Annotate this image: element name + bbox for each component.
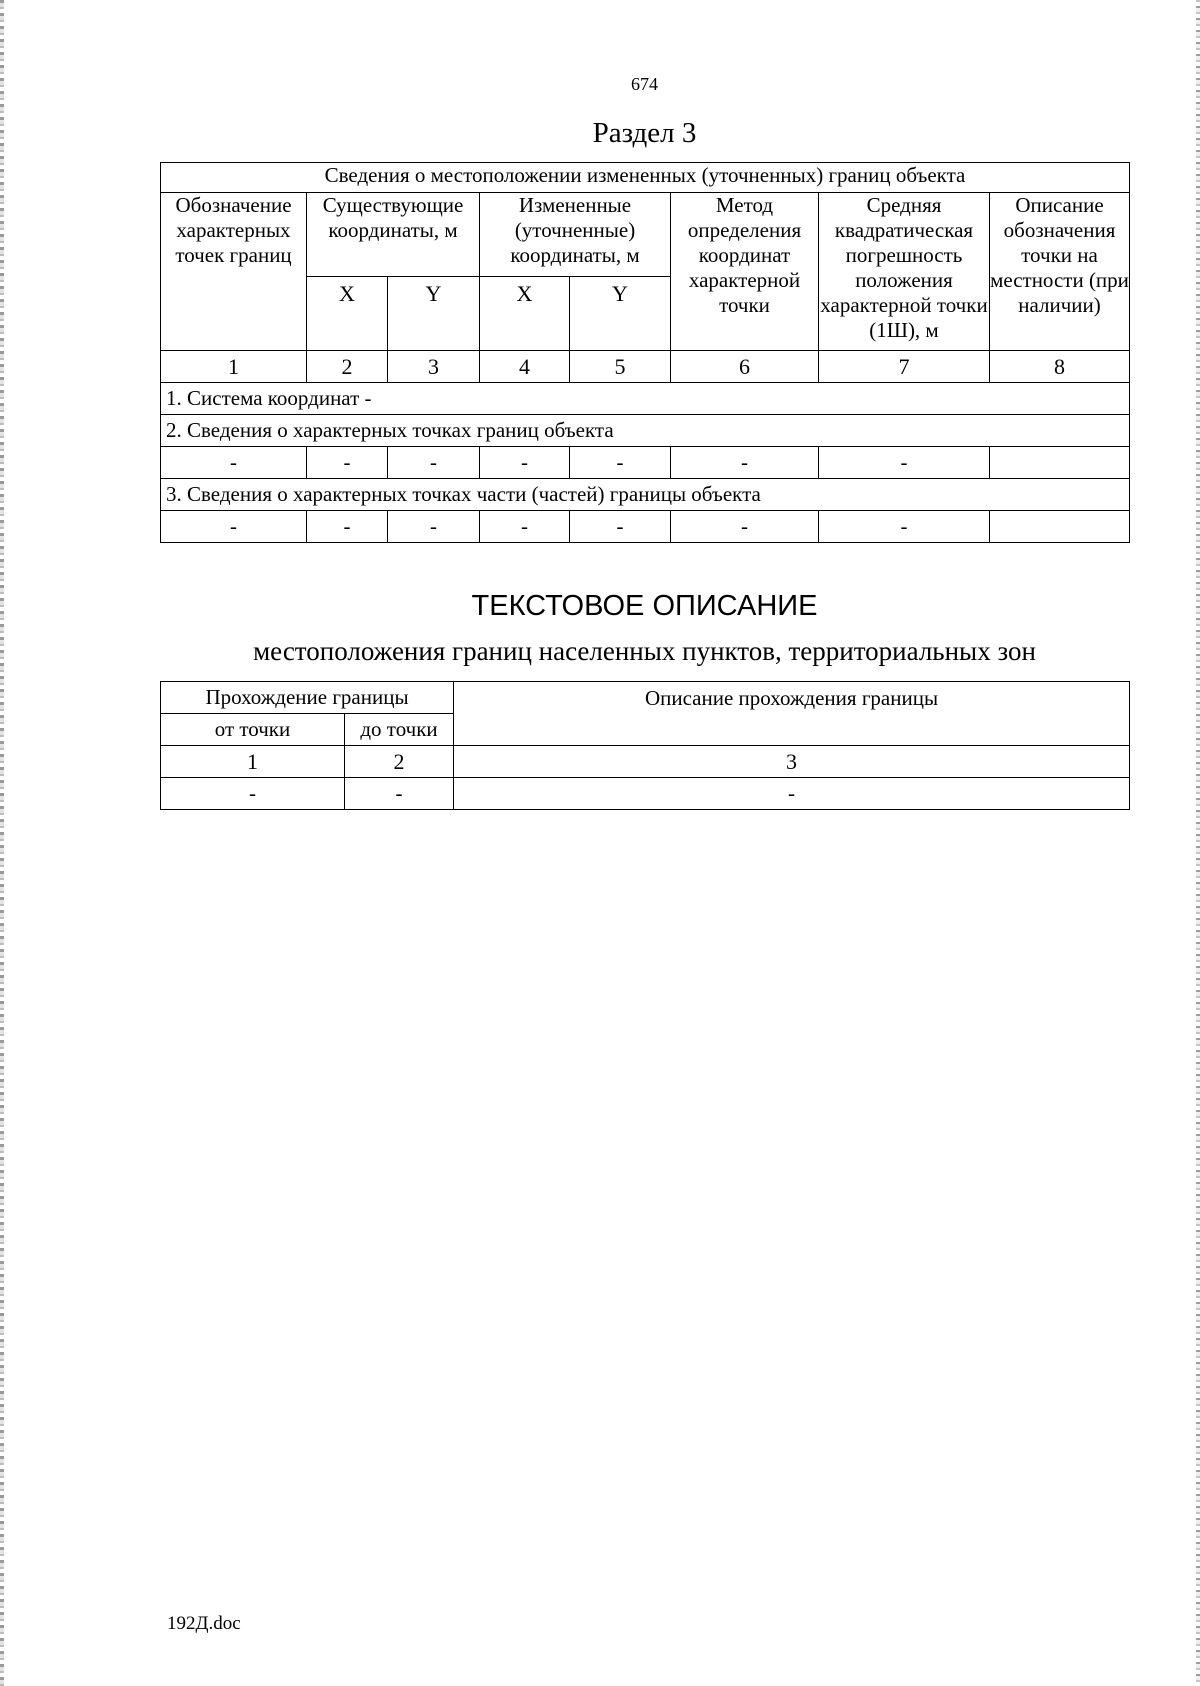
table-row	[161, 778, 1130, 810]
column-number: 1	[161, 746, 345, 778]
table-cell: -	[161, 447, 307, 479]
table-row	[161, 511, 1130, 543]
header-boundary-passage: Прохождение границы	[161, 682, 454, 714]
table-row	[161, 447, 1130, 479]
scan-edge-right	[1196, 0, 1200, 1686]
header-point-description: Описание обозначения точки на местности (при наличии)	[990, 193, 1130, 351]
table-cell	[990, 447, 1130, 479]
table-cell: -	[570, 511, 671, 543]
text-description-subheading: местоположения границ населенных пунктов, территориальных зон	[253, 636, 1036, 666]
header-point-designation: Обозначение характерных точек границ	[161, 193, 307, 351]
header-changed-coordinates: Измененные (уточненные) координаты, м	[480, 193, 671, 277]
header-passage-description: Описание прохождения границы	[454, 682, 1130, 746]
table-cell: -	[671, 511, 819, 543]
header-existing-y: Y	[388, 277, 480, 351]
column-number: 1	[161, 351, 307, 383]
boundary-passage-table	[160, 681, 1130, 810]
header-method: Метод определения координат характерной точки	[671, 193, 819, 351]
boundary-coordinates-table	[160, 162, 1130, 543]
column-number: 2	[345, 746, 454, 778]
section-coordinate-system: 1. Система координат -	[161, 383, 1130, 415]
header-changed-x: X	[480, 277, 570, 351]
table-cell: -	[819, 511, 990, 543]
column-number: 3	[454, 746, 1130, 778]
header-from-point: от точки	[161, 714, 345, 746]
section-title: Раздел 3	[592, 117, 697, 149]
table-cell: -	[570, 447, 671, 479]
header-existing-x: X	[307, 277, 388, 351]
column-number: 5	[570, 351, 671, 383]
table-cell: -	[388, 447, 480, 479]
column-numbers-row	[161, 351, 1130, 383]
table-cell: -	[454, 778, 1130, 810]
section-part-boundary-points: 3. Сведения о характерных точках части (частей) границы объекта	[161, 479, 1130, 511]
footer-file-name: 192Д.doc	[167, 1613, 241, 1634]
header-to-point: до точки	[345, 714, 454, 746]
column-number: 4	[480, 351, 570, 383]
table-cell: -	[671, 447, 819, 479]
column-number: 2	[307, 351, 388, 383]
column-number: 3	[388, 351, 480, 383]
column-numbers-row	[161, 746, 1130, 778]
table-cell: -	[161, 511, 307, 543]
section-boundary-points: 2. Сведения о характерных точках границ объекта	[161, 415, 1130, 447]
table-cell: -	[480, 511, 570, 543]
table-cell: -	[388, 511, 480, 543]
column-number: 8	[990, 351, 1130, 383]
table-cell	[990, 511, 1130, 543]
table-cell: -	[345, 778, 454, 810]
table-cell: -	[307, 511, 388, 543]
page-number: 674	[631, 74, 658, 94]
table-cell: -	[307, 447, 388, 479]
scan-edge-left	[0, 0, 4, 1686]
header-existing-coordinates: Существующие координаты, м	[307, 193, 480, 277]
column-number: 7	[819, 351, 990, 383]
column-number: 6	[671, 351, 819, 383]
text-description-heading: ТЕКСТОВОЕ ОПИСАНИЕ	[471, 590, 818, 622]
table-cell: -	[480, 447, 570, 479]
table-cell: -	[819, 447, 990, 479]
header-changed-y: Y	[570, 277, 671, 351]
table-cell: -	[161, 778, 345, 810]
table-caption: Сведения о местоположении измененных (уточненных) границ объекта	[161, 163, 1130, 193]
header-mean-square-error: Средняя квадратическая погрешность положения характерной точки (1Ш), м	[819, 193, 990, 351]
